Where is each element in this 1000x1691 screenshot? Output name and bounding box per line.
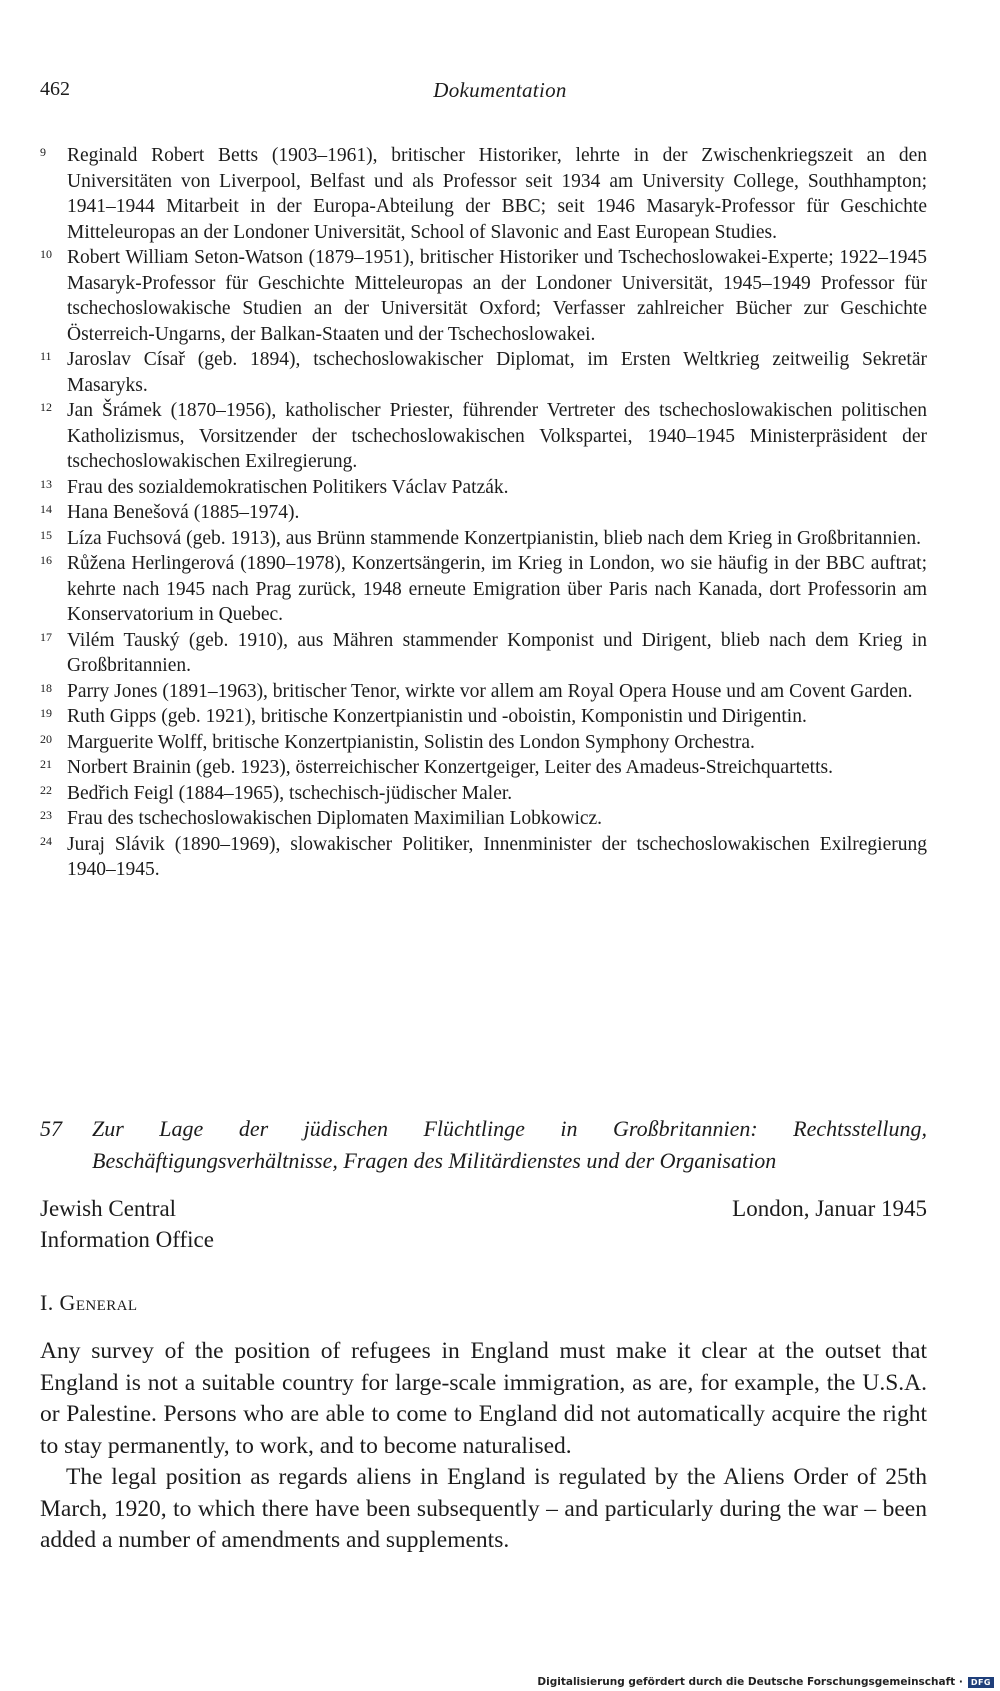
footnote-text: Reginald Robert Betts (1903–1961), britischer Historiker, lehrte in der Zwischenkriegszeit an den Universitäten von Liverpool, Belfast und als Professor seit 1934 am University College, Southhampton; 1941–1944 Mitarbeit in der Europa-Abteilung der BBC; seit 1946 Masaryk-Professor für Geschichte Mitteleuropas an der Londoner Universität, School of Slavonic and East European Studies. (67, 145, 927, 243)
footnote (40, 832, 927, 883)
footnote (40, 347, 927, 398)
footnote (40, 500, 927, 526)
footnote-text: Norbert Brainin (geb. 1923), österreichischer Konzertgeiger, Leiter des Amadeus-Streichquartetts. (67, 757, 833, 778)
footnote (40, 730, 927, 756)
footnote-text: Robert William Seton-Watson (1879–1951), britischer Historiker und Tschechoslowakei-Experte; 1922–1945 Masaryk-Professor für Geschichte Mitteleuropas an der Londoner Universität, 1945–1949 Professor für tschechoslowakische Studien an der Universität Oxford; Verfasser zahlreicher Bücher zur Geschichte Österreich-Ungarns, der Balkan-Staaten und der Tschechoslowakei. (67, 247, 927, 345)
page-number: 462 (40, 78, 70, 100)
footnote-text: Juraj Slávik (1890–1969), slowakischer Politiker, Innenminister der tschechoslowakischen Exilregierung 1940–1945. (67, 833, 927, 880)
footnote-text: Marguerite Wolff, britische Konzertpianistin, Solistin des London Symphony Orchestra. (67, 731, 755, 753)
footnote-number: 17 (40, 629, 52, 644)
footnote-text: Vilém Tauský (geb. 1910), aus Mähren stammender Komponist und Dirigent, blieb nach dem Krieg in Großbritannien. (67, 629, 927, 676)
footnote-text: Líza Fuchsová (geb. 1913), aus Brünn stammende Konzertpianistin, blieb nach dem Krieg in Großbritannien. (67, 527, 921, 549)
footnote-number: 10 (40, 247, 52, 261)
document-number: 57 (40, 1116, 62, 1141)
footnote (40, 143, 927, 245)
dfg-logo-icon: DFG (968, 1677, 994, 1688)
footnote-number: 19 (40, 706, 52, 720)
footnote-text: Frau des sozialdemokratischen Politikers Václav Patzák. (67, 476, 509, 498)
place-date: London, Januar 1945 (732, 1196, 927, 1221)
section-heading (40, 1290, 137, 1316)
footnote (40, 704, 927, 730)
footnote (40, 551, 927, 628)
footnote-number: 24 (40, 833, 52, 848)
footnote-text: Růžena Herlingerová (1890–1978), Konzertsängerin, im Krieg in London, wo sie häufig in der BBC auftrat; kehrte nach 1945 nach Prag zurück, 1948 erneute Emigration über Paris nach Kanada, dort Professorin am Konservatorium in Quebec. (67, 553, 927, 625)
footnote-number: 13 (40, 476, 52, 491)
sender-block (40, 1193, 214, 1255)
footnote-text: Hana Benešová (1885–1974). (67, 502, 300, 523)
footnote-number: 11 (40, 349, 52, 363)
footnote-text: Jan Šrámek (1870–1956), katholischer Priester, führender Vertreter des tschechoslowakischen politischen Katholizismus, Vorsitzender der tschechoslowakischen Volkspartei, 1940–1945 Ministerpräsident der tschechoslowakischen Exilregierung. (67, 400, 927, 472)
document-title: Zur Lage der jüdischen Flüchtlinge in Großbritannien: Rechtsstellung, Beschäftigungsverhältnisse, Fragen des Militärdienstes und der Organisation (92, 1116, 927, 1173)
footnote-text: Parry Jones (1891–1963), britischer Tenor, wirkte vor allem am Royal Opera House und am Covent Garden. (67, 680, 913, 702)
footnote-number: 22 (40, 782, 52, 797)
sender-line: Information Office (40, 1227, 214, 1252)
footnote (40, 679, 927, 705)
section-numeral: I. (40, 1290, 54, 1315)
footnote (40, 781, 927, 807)
footnote-text: Jaroslav Císař (geb. 1894), tschechoslowakischer Diplomat, im Ersten Weltkrieg zeitweilig Sekretär Masaryks. (67, 349, 927, 396)
digitization-credit (537, 1676, 994, 1688)
footnote-text: Bedřich Feigl (1884–1965), tschechisch-jüdischer Maler. (67, 782, 513, 804)
credit-text: Digitalisierung gefördert durch die Deutsche Forschungsgemeinschaft · (537, 1676, 963, 1688)
footnote-number: 20 (40, 731, 52, 746)
footnote-text: Ruth Gipps (geb. 1921), britische Konzertpianistin und -oboistin, Komponistin und Dirigentin. (67, 706, 807, 727)
footnote (40, 806, 927, 832)
footnote (40, 475, 927, 501)
running-title: Dokumentation (433, 78, 567, 102)
footnote (40, 245, 927, 347)
footnote-number: 16 (40, 553, 52, 567)
footnote (40, 755, 927, 781)
footnote (40, 398, 927, 475)
paragraph: Any survey of the position of refugees in England must make it clear at the outset that England is not a suitable country for large-scale immigration, as are, for example, the U.S.A. or Palestine. Persons who are able to come to England did not automatically acquire the right to stay permanently, to work, and to become naturalised. (40, 1338, 927, 1459)
paragraph: The legal position as regards aliens in England is regulated by the Aliens Order of 25th March, 1920, to which there have been subsequently – and particularly during the war – been added a number of amendments and supplements. (40, 1464, 927, 1553)
footnote-number: 14 (40, 502, 52, 516)
sender-line: Jewish Central (40, 1196, 177, 1221)
footnote-number: 12 (40, 400, 52, 414)
footnote-number: 21 (40, 757, 52, 771)
running-head (0, 78, 1000, 108)
footnote (40, 628, 927, 679)
footnote-number: 9 (40, 145, 46, 159)
body-text (40, 1336, 927, 1557)
footnote-text: Frau des tschechoslowakischen Diplomaten Maximilian Lobkowicz. (67, 808, 603, 829)
footnote-number: 18 (40, 680, 52, 695)
footnote-number: 23 (40, 808, 52, 822)
footnotes (40, 143, 927, 883)
section-title: General (59, 1290, 138, 1315)
footnote (40, 526, 927, 552)
footnote-number: 15 (40, 527, 52, 542)
document-heading (40, 1113, 927, 1177)
